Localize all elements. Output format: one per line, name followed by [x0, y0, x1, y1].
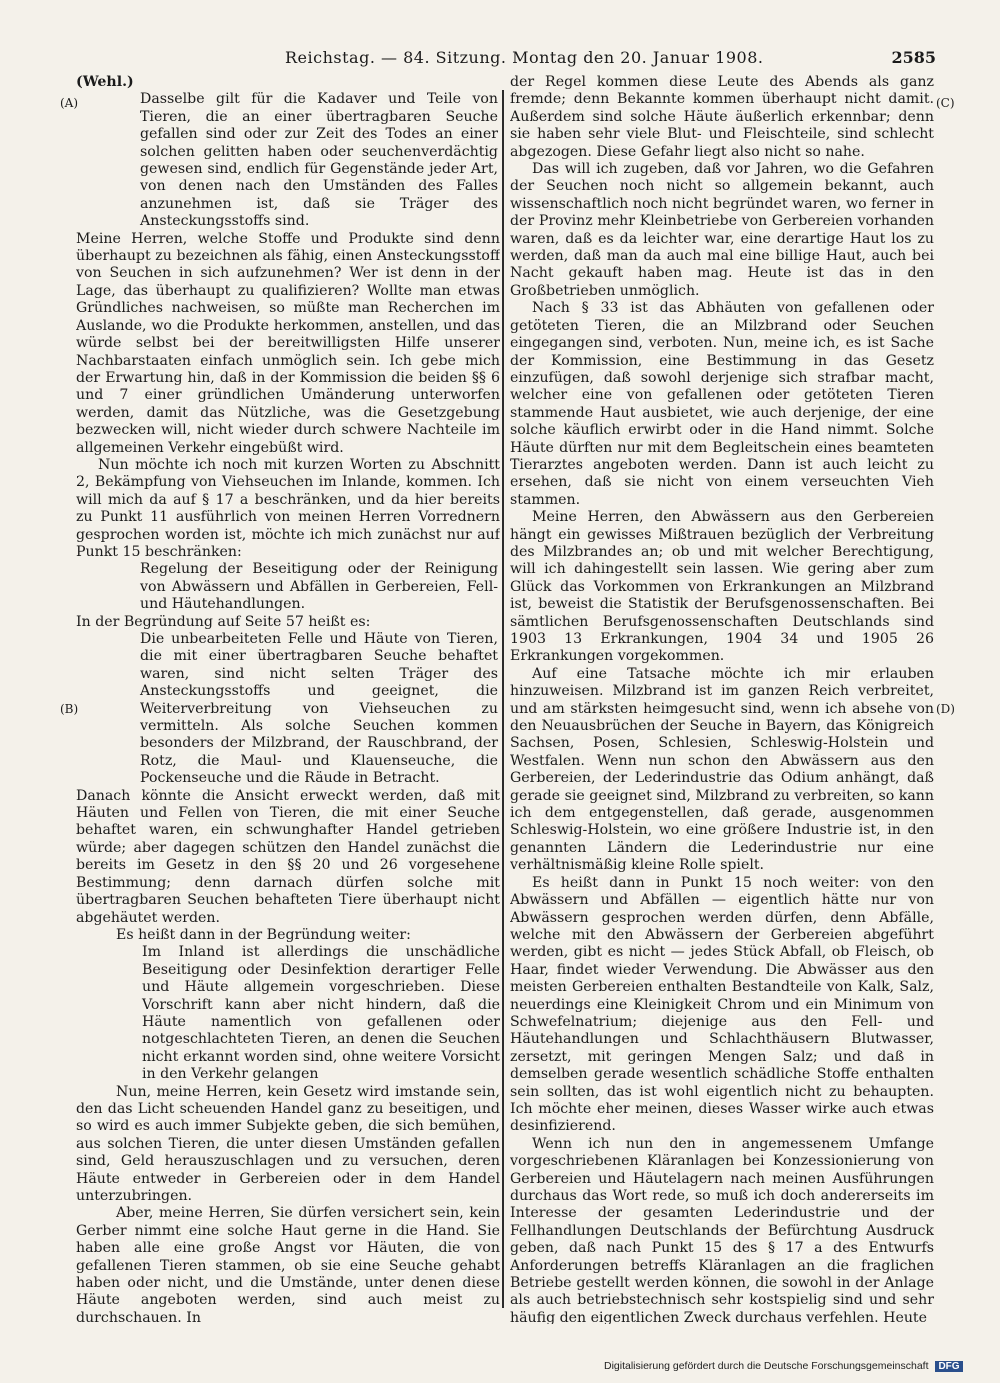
margin-letter-c: (C): [936, 96, 955, 110]
paragraph: Meine Herren, den Abwässern aus den Gerbereien hängt ein gewisses Mißtrauen bezüglich der Verbreitung des Milzbrandes an; ob und mit welcher Berechtigung, will ich dahingestellt sein lassen. Wie gering aber zum Glück das Vorkommen von Erkrankungen an Milzbrand ist, beweist die Statistik der Berufsgenossenschaften. Bei sämtlichen Berufsgenossenschaften Deutschlands sind 1903 13 Erkrankungen, 1904 34 und 1905 26 Erkrankungen vorgekommen.: [510, 509, 934, 665]
paragraph: Meine Herren, welche Stoffe und Produkte sind denn überhaupt zu bezeichnen als fähig, einen Ansteckungsstoff von Seuchen in sich aufzunehmen? Wer ist denn in der Lage, das überhaupt zu qualifizieren? Wollte man etwas Gründliches nachweisen, so müßte man Recherchen im Auslande, wo die Produkte herkommen, anstellen, und das würde selbst bei der bereitwilligsten Hilfe unserer Nachbarstaaten einfach unmöglich sein. Ich gebe mich der Erwartung hin, daß in der Kommission die beiden §§ 6 und 7 einer gründlichen Umänderung unterworfen werden, damit das Nützliche, was die Gesetzgebung bezwecken will, nicht wieder durch schwere Nachteile im allgemeinen Verkehr eingebüßt wird.: [76, 230, 500, 456]
page-header: [60, 44, 936, 70]
paragraph: Regelung der Beseitigung oder der Reinigung von Abwässern und Abfällen in Gerbereien, Fell- und Häutehandlungen.: [140, 561, 498, 613]
paragraph: Wenn ich nun den in angemessenem Umfange vorgeschriebenen Kläranlagen bei Konzessionierung von Gerbereien und Häutelagern nach meinen Ausführungen durchaus das Wort rede, so muß ich doch andererseits im Interesse der gesamten Lederindustrie und der Fellhandlungen Deutschlands der Befürchtung Ausdruck geben, daß nach Punkt 15 des § 17 a des Entwurfs Anforderungen betreffs Kläranlagen an die fraglichen Betriebe gestellt werden können, die sowohl in der Anlage als auch betriebstechnisch sehr kostspielig sind und sehr häufig den eigentlichen Zweck durchaus verfehlen. Heute: [510, 1135, 934, 1324]
speaker-label: (Wehl.): [76, 74, 134, 90]
margin-letter-b: (B): [60, 702, 79, 716]
running-title: Reichstag. — 84. Sitzung. Montag den 20. Januar 1908.: [285, 48, 764, 67]
paragraph: Nun, meine Herren, kein Gesetz wird imstande sein, den das Licht scheuenden Handel ganz zu beseitigen, und so wird es auch immer Subjekte geben, die sich bemühen, aus solchen Tieren, die unter diesen Umständen gefallen sind, Geld herauszuschlagen und zu versuchen, deren Häute entweder in Gerbereien oder in dem Handel unterzubringen.: [76, 1083, 500, 1204]
margin-letter-a: (A): [60, 96, 79, 110]
paragraph: Das will ich zugeben, daß vor Jahren, wo die Gefahren der Seuchen noch nicht so allgemein bekannt, auch wissenschaftlich noch nicht begründet waren, wo ferner in der Provinz mehr Kleinbetriebe von Gerbereien vorhanden waren, daß es da leichter war, eine derartige Haut los zu werden, daß man da auch mal eine billige Haut, auch bei Nacht gekauft haben mag. Heute ist das in den Großbetrieben unmöglich.: [510, 161, 934, 299]
paragraph: Auf eine Tatsache möchte ich mir erlauben hinzuweisen. Milzbrand ist im ganzen Reich verbreitet, und am stärksten heimgesucht sind, wenn ich absehe von den Neuausbrüchen der Seuche in Bayern, das Königreich Sachsen, Posen, Schlesien, Schleswig-Holstein und Westfalen. Wenn nun schon den Abwässern aus den Gerbereien, der Lederindustrie das Odium anhängt, daß gerade sie geeignet sind, Milzbrand zu verbreiten, so kann ich dem entgegenstellen, daß gerade, ausgenommen Schleswig-Holstein, wo eine größere Industrie ist, in den genannten Ländern die Lederindustrie nur eine verhältnismäßig kleine Rolle spielt.: [510, 665, 934, 874]
paragraph: Die unbearbeiteten Felle und Häute von Tieren, die mit einer übertragbaren Seuche behaftet waren, sind nicht selten Träger des Ansteckungsstoffs und geeignet, die Weiterverbreitung von Viehseuchen zu vermitteln. Als solche Seuchen kommen besonders der Milzbrand, der Rauschbrand, der Rotz, die Maul- und Klauenseuche, die Pockenseuche und die Räude in Betracht.: [140, 631, 498, 787]
paragraph: Es heißt dann in Punkt 15 noch weiter: von den Abwässern und Abfällen — eigentlich hätte nur von Abwässern gesprochen werden dürfen, denn Abfälle, welche mit den Abwässern der Gerbereien abgeführt werden, gibt es nicht — jedes Stück Abfall, ob Fleisch, ob Haar, findet wieder Verwendung. Die Abwässer aus den meisten Gerbereien enthalten Bestandteile von Kalk, Salz, neuerdings eine Kleinigkeit Chrom und ein Minimum von Schwefelnatrium; diejenige aus den Fell- und Häutehandlungen und Schlachthäusern Blutwasser, zersetzt, mit geringen Mengen Salz; und daß in demselben gerade wesentlich schädliche Stoffe enthalten sein sollten, das ist wohl eigentlich nicht zu behaupten. Ich möchte eher meinen, dieses Wasser wirke auch etwas desinfizierend.: [510, 874, 934, 1135]
paragraph: Nach § 33 ist das Abhäuten von gefallenen oder getöteten Tieren, die an Milzbrand oder Seuchen eingegangen sind, verboten. Nun, meine ich, es ist Sache der Kommission, eine Bestimmung in das Gesetz einzufügen, daß sowohl derjenige sich strafbar macht, welcher eine von gefallenen oder getöteten Tieren stammende Haut ausbietet, wie auch derjenige, der eine solche käuflich erwirbt oder in die Hand nimmt. Solche Häute dürften nur mit dem Begleitschein eines beamteten Tierarztes angeboten werden. Dann ist auch leicht zu ersehen, daß sie nicht von einem verseuchten Vieh stammen.: [510, 300, 934, 508]
page-number: 2585: [891, 48, 936, 67]
left-column: [76, 74, 500, 1324]
paragraph: Dasselbe gilt für die Kadaver und Teile von Tieren, die an einer übertragbaren Seuche gefallen sind oder zur Zeit des Todes an einer solchen gelitten haben oder seuchenverdächtig gewesen sind, endlich für Gegenstände jeder Art, von denen nach den Umständen des Falles anzunehmen ist, daß sie Träger des Ansteckungsstoffs sind.: [140, 91, 498, 230]
digitization-credit: [604, 1360, 963, 1372]
dfg-logo: DFG: [935, 1361, 962, 1372]
column-divider: [502, 90, 504, 1308]
paragraph: Danach könnte die Ansicht erweckt werden, daß mit Häuten und Fellen von Tieren, die mit einer Seuche behaftet waren, ein schwunghafter Handel getrieben würde; aber dagegen schützen den Handel zunächst die bereits im Gesetz in den §§ 20 und 26 vorgesehene Bestimmung; denn darnach dürfen solche mit übertragbaren Seuchen behafteten Tiere überhaupt nicht abgehäutet werden.: [76, 787, 500, 926]
paragraph: Nun möchte ich noch mit kurzen Worten zu Abschnitt 2, Bekämpfung von Viehseuchen im Inlande, kommen. Ich will mich da auf § 17 a beschränken, und da hier bereits zu Punkt 11 ausführlich von meinen Herren Vorrednern gesprochen worden ist, möchte ich mich zunächst nur auf Punkt 15 beschränken:: [76, 456, 500, 560]
margin-letter-d: (D): [936, 702, 955, 716]
paragraph: Es heißt dann in der Begründung weiter:: [116, 926, 411, 943]
paragraph: Aber, meine Herren, Sie dürfen versichert sein, kein Gerber nimmt eine solche Haut gerne in die Hand. Sie haben alle eine große Angst vor Häuten, die von gefallenen Tieren stammen, ob sie eine Seuche gehabt haben oder nicht, und die Umstände, unter denen diese Häute angeboten werden, sind auch meist zu durchschauen. In: [76, 1205, 500, 1324]
paragraph: der Regel kommen diese Leute des Abends als ganz fremde; denn Bekannte kommen überhaupt nicht damit. Außerdem sind solche Häute äußerlich erkennbar; denn sie haben sehr viele Blut- und Fleischteile, sind schlecht abgezogen. Diese Gefahr liegt also nicht so nahe.: [510, 74, 934, 160]
right-column: [510, 74, 934, 1324]
paragraph: Im Inland ist allerdings die unschädliche Beseitigung oder Desinfektion derartiger Felle und Häute allgemein vorgeschrieben. Diese Vorschrift kann aber nicht hindern, daß die Häute namentlich von gefallenen oder notgeschlachteten Tieren, an denen die Seuchen nicht erkannt worden sind, ohne weitere Vorsicht in den Verkehr gelangen: [142, 944, 500, 1083]
paragraph: In der Begründung auf Seite 57 heißt es:: [76, 613, 371, 630]
credit-text: Digitalisierung gefördert durch die Deutsche Forschungsgemeinschaft: [604, 1360, 929, 1372]
